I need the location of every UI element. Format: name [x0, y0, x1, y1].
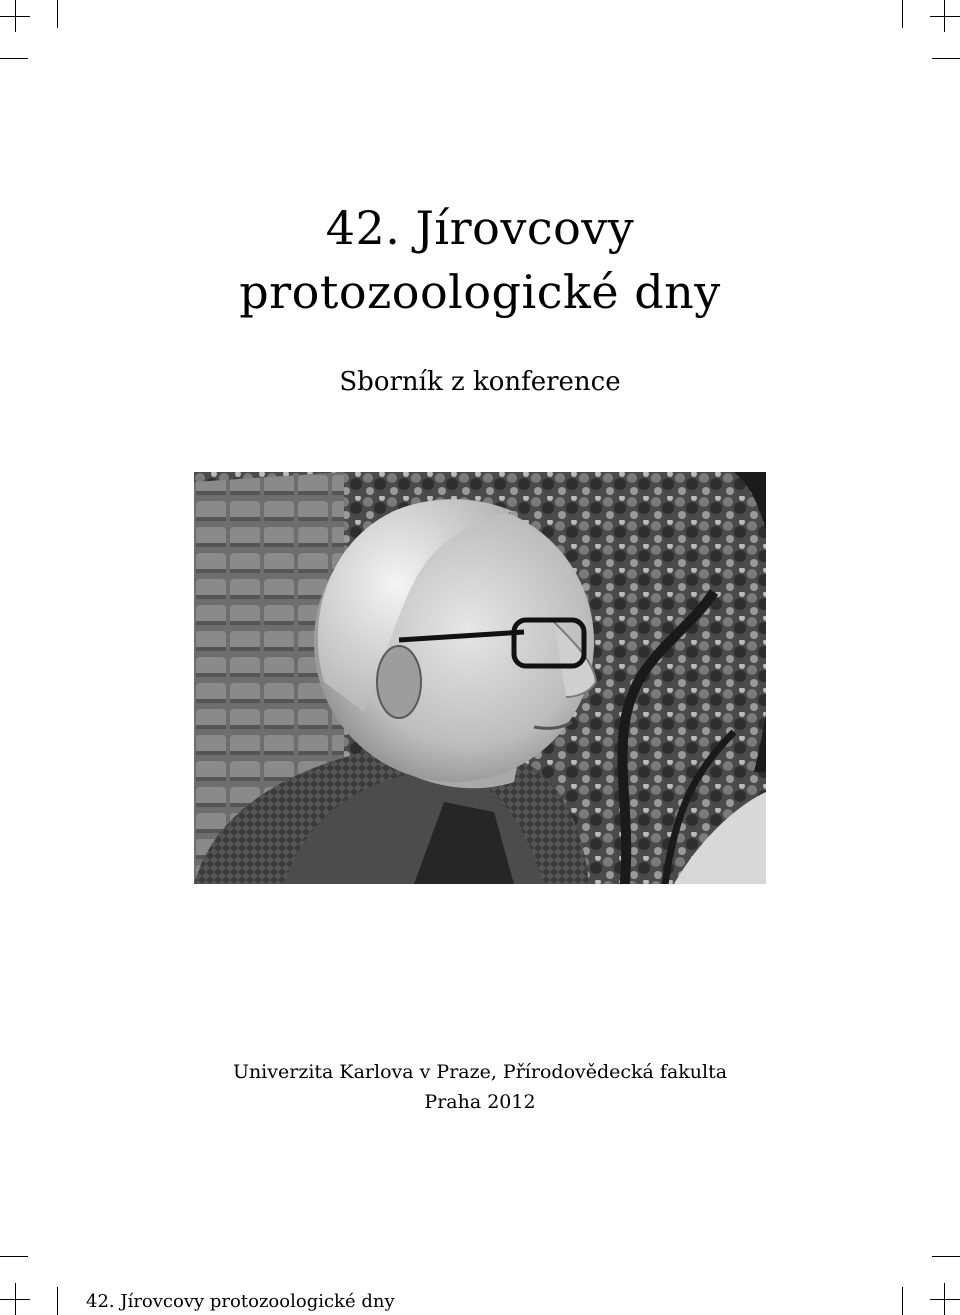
page-title-line-1: 42. Jírovcovy — [325, 201, 635, 255]
crop-mark-top-left-v — [15, 0, 16, 32]
crop-mark-top-right-v — [944, 0, 945, 32]
portrait-photo — [194, 472, 766, 884]
affiliation-line-1: Univerzita Karlova v Praze, Přírodovědecká fakulta — [232, 1061, 728, 1083]
crop-mark-top-left-lower — [0, 58, 28, 59]
crop-mark-bottom-right-upper — [932, 1256, 960, 1257]
page-subtitle: Sborník z konference — [339, 367, 621, 397]
crop-mark-bottom-left-outer — [57, 1287, 58, 1315]
crop-mark-bottom-left-upper — [0, 1256, 28, 1257]
crop-mark-top-right-h — [930, 16, 960, 17]
crop-mark-bottom-left-v — [15, 1283, 16, 1315]
crop-mark-top-right-outer — [902, 0, 903, 28]
crop-mark-top-left-outer — [57, 0, 58, 28]
crop-mark-bottom-right-h — [930, 1299, 960, 1300]
portrait-photo-illustration — [194, 472, 766, 884]
affiliation-line-2: Praha 2012 — [424, 1091, 536, 1113]
crop-mark-bottom-right-outer — [902, 1287, 903, 1315]
crop-mark-bottom-right-v — [944, 1283, 945, 1315]
crop-mark-top-right-lower — [932, 58, 960, 59]
running-footer: 42. Jírovcovy protozoologické dny — [86, 1291, 395, 1312]
page-title-line-2: protozoologické dny — [239, 265, 721, 319]
